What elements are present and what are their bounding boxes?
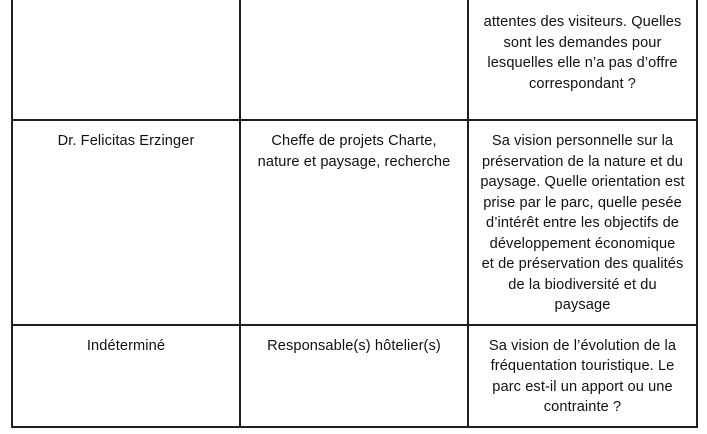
table-row bbox=[12, 120, 697, 325]
table-cell-name bbox=[12, 325, 240, 427]
table-cell-name bbox=[12, 0, 240, 120]
cell-text: Indéterminé bbox=[86, 337, 166, 354]
cell-text: Sa vision personnelle sur la préservation de la nature et du paysage. Quelle orientation est prise par le parc, quelle pesée d’intérêt entre les objectifs de développement économique et de préservation des qualités de la biodiversité et du paysage bbox=[480, 133, 685, 313]
cell-text: Cheffe de projets Charte, nature et paysage, recherche bbox=[257, 133, 451, 170]
cell-text: Sa vision de l’évolution de la fréquentation touristique. Le parc est-il un apport ou une contrainte ? bbox=[488, 337, 677, 415]
table-cell-role bbox=[240, 325, 468, 427]
table-row bbox=[12, 0, 697, 120]
table-cell-role bbox=[240, 0, 468, 120]
cell-text: Responsable(s) hôtelier(s) bbox=[267, 337, 441, 354]
table-cell-topic bbox=[468, 325, 697, 427]
table-cell-name bbox=[12, 120, 240, 325]
cell-text: attentes des visiteurs. Quelles sont les demandes pour lesquelles elle n’a pas d’offre correspondant ? bbox=[483, 14, 682, 92]
table-cell-topic bbox=[468, 0, 697, 120]
interview-table-wrapper bbox=[11, 0, 696, 428]
table-cell-topic bbox=[468, 120, 697, 325]
table-cell-role bbox=[240, 120, 468, 325]
table-row bbox=[12, 325, 697, 427]
interview-table bbox=[11, 0, 698, 428]
cell-text: Dr. Felicitas Erzinger bbox=[57, 133, 195, 149]
